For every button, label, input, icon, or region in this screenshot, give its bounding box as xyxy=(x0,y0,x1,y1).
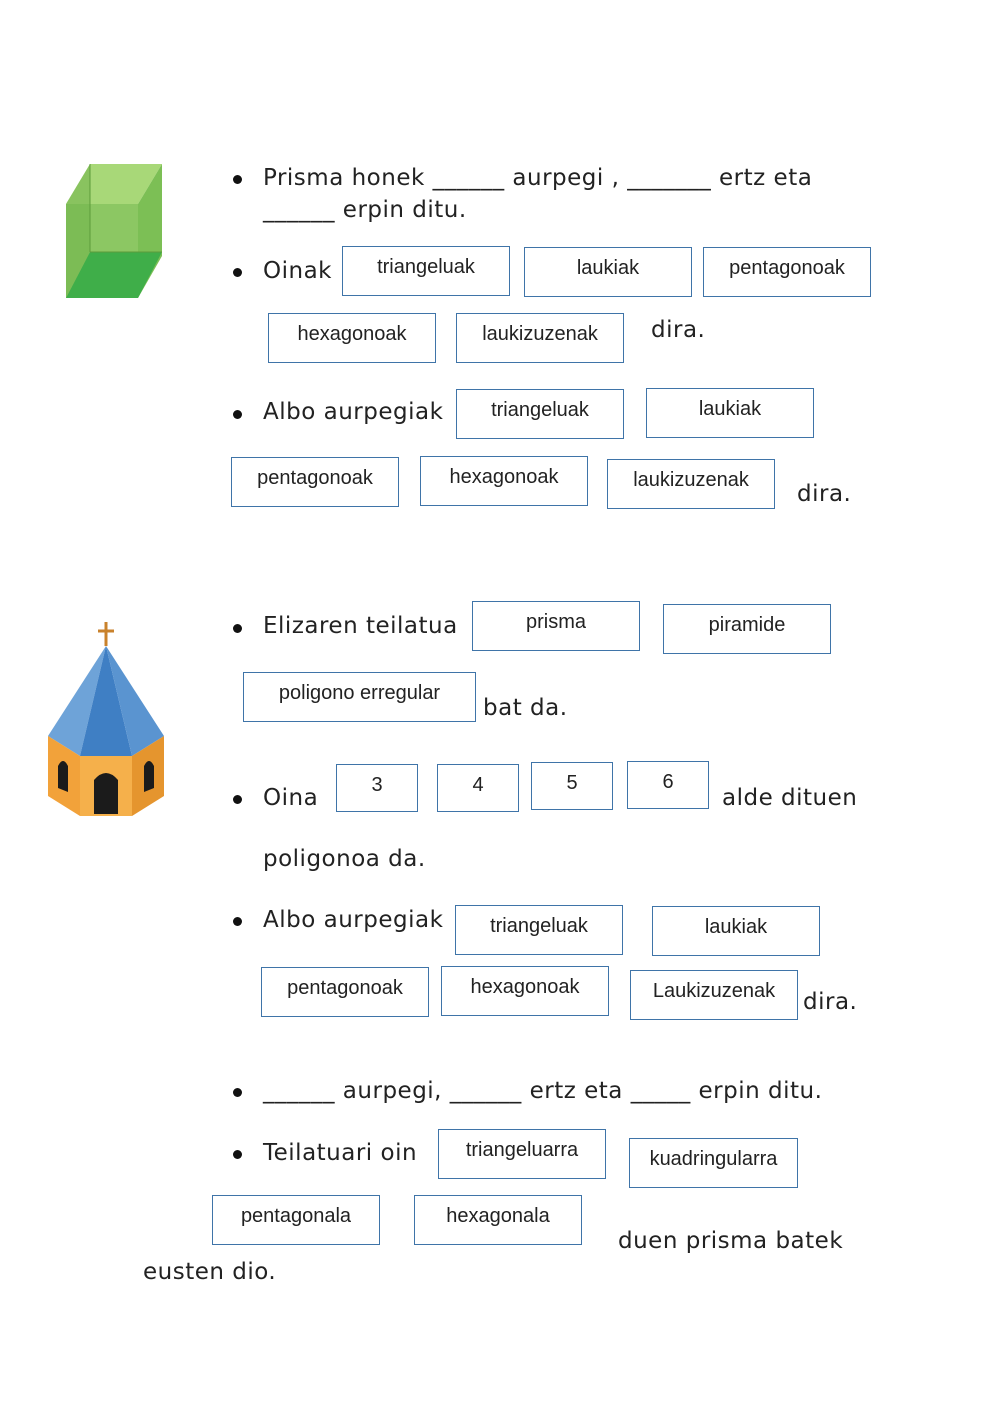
oinak-option-laukiak[interactable]: laukiak xyxy=(524,247,692,297)
oina-option-6[interactable]: 6 xyxy=(627,761,709,809)
bullet xyxy=(233,1150,242,1159)
oina-option-3[interactable]: 3 xyxy=(336,764,418,812)
bullet xyxy=(233,917,242,926)
prism-question-line1: Prisma honek ______ aurpegi , _______ ertz eta xyxy=(263,165,813,191)
teilatuari-option-triangeluarra[interactable]: triangeluarra xyxy=(438,1129,606,1179)
albo2-option-pentagonoak[interactable]: pentagonoak xyxy=(261,967,429,1017)
bullet xyxy=(233,624,242,633)
oina-line2: poligonoa da. xyxy=(263,846,426,872)
albo-option-pentagonoak[interactable]: pentagonoak xyxy=(231,457,399,507)
albo-aurpegiak-label: Albo aurpegiak xyxy=(263,399,444,425)
oinak-option-laukizuzenak[interactable]: laukizuzenak xyxy=(456,313,624,363)
oinak-suffix: dira. xyxy=(651,317,706,343)
oinak-option-pentagonoak[interactable]: pentagonoak xyxy=(703,247,871,297)
albo-suffix: dira. xyxy=(797,481,852,507)
bullet xyxy=(233,175,242,184)
church-roof-image xyxy=(44,620,170,820)
albo2-label: Albo aurpegiak xyxy=(263,907,444,933)
teilatua-option-prisma[interactable]: prisma xyxy=(472,601,640,651)
bullet xyxy=(233,268,242,277)
bullet xyxy=(233,795,242,804)
teilatuari-option-pentagonala[interactable]: pentagonala xyxy=(212,1195,380,1245)
teilatuari-option-hexagonala[interactable]: hexagonala xyxy=(414,1195,582,1245)
oinak-label: Oinak xyxy=(263,258,332,284)
albo-option-hexagonoak[interactable]: hexagonoak xyxy=(420,456,588,506)
albo-option-triangeluak[interactable]: triangeluak xyxy=(456,389,624,439)
oina-suffix: alde dituen xyxy=(722,785,858,811)
teilatua-label: Elizaren teilatua xyxy=(263,613,458,639)
albo2-option-laukizuzenak[interactable]: Laukizuzenak xyxy=(630,970,798,1020)
albo2-option-laukiak[interactable]: laukiak xyxy=(652,906,820,956)
oina-option-4[interactable]: 4 xyxy=(437,764,519,812)
aurpegi-ertz-erpin-question: ______ aurpegi, ______ ertz eta _____ erpin ditu. xyxy=(263,1078,823,1104)
oina-label: Oina xyxy=(263,785,319,811)
oinak-option-triangeluak[interactable]: triangeluak xyxy=(342,246,510,296)
albo2-option-triangeluak[interactable]: triangeluak xyxy=(455,905,623,955)
prism-question-line2: ______ erpin ditu. xyxy=(263,197,467,223)
green-prism-image xyxy=(62,160,166,302)
teilatua-suffix: bat da. xyxy=(483,695,568,721)
albo-option-laukiak[interactable]: laukiak xyxy=(646,388,814,438)
teilatuari-option-kuadringularra[interactable]: kuadringularra xyxy=(629,1138,798,1188)
teilatuari-label: Teilatuari oin xyxy=(263,1140,418,1166)
bullet xyxy=(233,410,242,419)
teilatuari-line2: eusten dio. xyxy=(143,1259,277,1285)
teilatua-option-poligono-erregular[interactable]: poligono erregular xyxy=(243,672,476,722)
oina-option-5[interactable]: 5 xyxy=(531,762,613,810)
bullet xyxy=(233,1088,242,1097)
albo2-suffix: dira. xyxy=(803,989,858,1015)
oinak-option-hexagonoak[interactable]: hexagonoak xyxy=(268,313,436,363)
teilatua-option-piramide[interactable]: piramide xyxy=(663,604,831,654)
albo-option-laukizuzenak[interactable]: laukizuzenak xyxy=(607,459,775,509)
teilatuari-suffix: duen prisma batek xyxy=(618,1228,844,1254)
albo2-option-hexagonoak[interactable]: hexagonoak xyxy=(441,966,609,1016)
